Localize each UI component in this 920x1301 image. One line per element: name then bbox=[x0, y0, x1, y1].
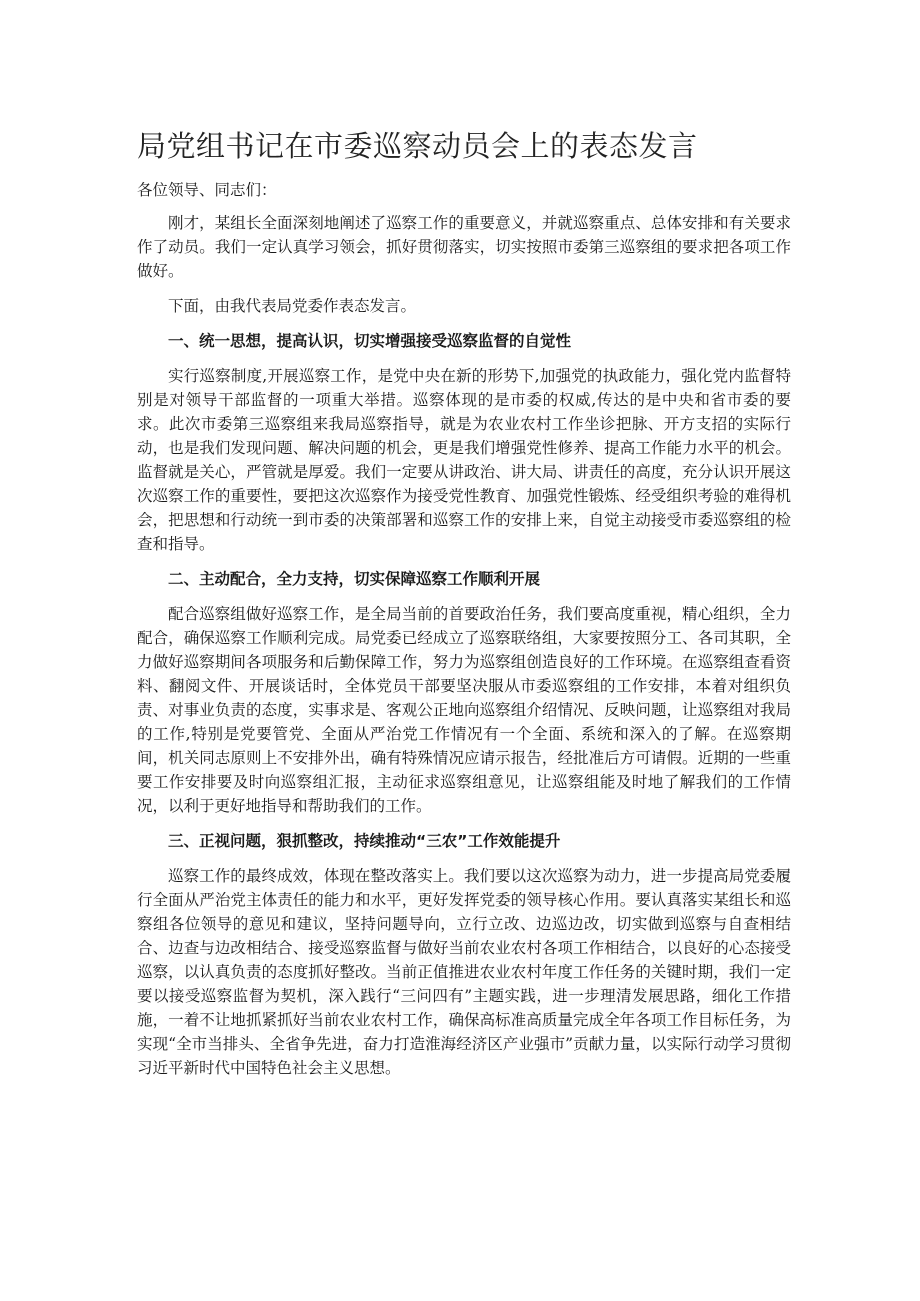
salutation: 各位领导、同志们： bbox=[137, 181, 277, 199]
section-heading-1: 一、统一思想，提高认识，切实增强接受巡察监督的自觉性 bbox=[168, 332, 572, 350]
section-body-1: 实行巡察制度,开展巡察工作，是党中央在新的形势下,加强党的执政能力，强化党内监督特别是对领导干部监督的一项重大举措。巡察体现的是市委的权威,传达的是中央和省市委的要求。此次市委第三巡察组来我局巡察指导，就是为农业农村工作坐诊把脉、开方支招的实际行动，也是我们发现问题、解决问题的机会，更是我们增强党性修养、提高工作能力水平的机会。监督就是关心，严管就是厚爱。我们一定要从讲政治、讲大局、讲责任的高度，充分认识开展这次巡察工作的重要性，要把这次巡察作为接受党性教育、加强党性锻炼、经受组织考验的难得机会，把思想和行动统一到市委的决策部署和巡察工作的安排上来，自觉主动接受市委巡察组的检查和指导。 bbox=[137, 367, 791, 553]
intro-paragraph-1: 刚才，某组长全面深刻地阐述了巡察工作的重要意义，并就巡察重点、总体安排和有关要求作了动员。我们一定认真学习领会，抓好贯彻落实，切实按照市委第三巡察组的要求把各项工作做好。 bbox=[137, 214, 791, 280]
document-title: 局党组书记在市委巡察动员会上的表态发言 bbox=[137, 129, 698, 163]
document-page bbox=[137, 124, 791, 1091]
section-heading-2: 二、主动配合，全力支持，切实保障巡察工作顺利开展 bbox=[168, 570, 541, 588]
section-body-2: 配合巡察组做好巡察工作，是全局当前的首要政治任务，我们要高度重视，精心组织，全力配合，确保巡察工作顺利完成。局党委已经成立了巡察联络组，大家要按照分工、各司其职，全力做好巡察期间各项服务和后勤保障工作，努力为巡察组创造良好的工作环境。在巡察组查看资料、翻阅文件、开展谈话时，全体党员干部要坚决服从市委巡察组的工作安排，本着对组织负责、对事业负责的态度，实事求是、客观公正地向巡察组介绍情况、反映问题，让巡察组对我局的工作,特别是党要管党、全面从严治党工作情况有一个全面、系统和深入的了解。在巡察期间，机关同志原则上不安排外出，确有特殊情况应请示报告，经批准后方可请假。近期的一些重要工作安排要及时向巡察组汇报，主动征求巡察组意见，让巡察组能及时地了解我们的工作情况，以利于更好地指导和帮助我们的工作。 bbox=[137, 605, 791, 815]
intro-paragraph-2: 下面，由我代表局党委作表态发言。 bbox=[168, 297, 417, 315]
section-heading-3: 三、正视问题，狠抓整改，持续推动“三农”工作效能提升 bbox=[168, 832, 561, 850]
section-body-3: 巡察工作的最终成效，体现在整改落实上。我们要以这次巡察为动力，进一步提高局党委履行全面从严治党主体责任的能力和水平，更好发挥党委的领导核心作用。要认真落实某组长和巡察组各位领导的意见和建议，坚持问题导向，立行立改、边巡边改，切实做到巡察与自查相结合、边查与边改相结合、接受巡察监督与做好当前农业农村各项工作相结合，以良好的心态接受巡察，以认真负责的态度抓好整改。当前正值推进农业农村年度工作任务的关键时期，我们一定要以接受巡察监督为契机，深入践行“三问四有”主题实践，进一步理清发展思路，细化工作措施，一着不让地抓紧抓好当前农业农村工作，确保高标准高质量完成全年各项工作目标任务，为实现“全市当排头、全省争先进，奋力打造淮海经济区产业强市”贡献力量，以实际行动学习贯彻习近平新时代中国特色社会主义思想。 bbox=[137, 867, 791, 1077]
